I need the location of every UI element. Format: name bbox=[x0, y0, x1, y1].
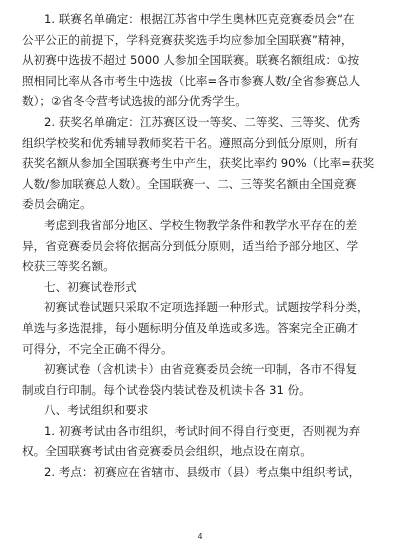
paragraph bbox=[22, 359, 382, 400]
paragraph-line: 考虑到我省部分地区、学校生物教学条件和教学水平存在的差 bbox=[44, 217, 358, 232]
paragraph bbox=[22, 462, 382, 483]
paragraph-line: 单选与多选混排，每小题标明分值及单选或多选。答案完全正确才 bbox=[22, 320, 359, 335]
paragraph-line: 制或自行印制。每个试卷袋内装试卷及机读卡各 31 份。 bbox=[22, 382, 311, 397]
paragraph-line: 人数/参加联赛总人数）。全国联赛一、二、三等奖名额由全国竞赛 bbox=[22, 176, 357, 191]
paragraph-line: 从初赛中选拔不超过 5000 人参加全国联赛。联赛名额组成：①按 bbox=[22, 53, 360, 68]
paragraph-line: 公平公正的前提下，学科竞赛获奖选手均应参加全国联赛”精神， bbox=[22, 32, 353, 47]
paragraph bbox=[22, 9, 382, 112]
section-heading: 八、考试组织和要求 bbox=[44, 403, 149, 418]
paragraph bbox=[22, 297, 382, 359]
paragraph-line: 1. 初赛考试由各市组织，考试时间不得自行变更，否则视为弃 bbox=[44, 423, 361, 438]
paragraph bbox=[22, 421, 382, 462]
paragraph-line: 2. 考点：初赛应在省辖市、县级市（县）考点集中组织考试， bbox=[44, 465, 361, 480]
paragraph-line: 1. 联赛名单确定：根据江苏省中学生奥林匹克竞赛委员会“在 bbox=[44, 12, 355, 26]
paragraph-line: 数）；②省冬令营考试选拔的部分优秀学生。 bbox=[22, 94, 247, 109]
paragraph-line: 2. 获奖名单确定：江苏赛区设一等奖、二等奖、三等奖、优秀 bbox=[44, 114, 361, 129]
paragraph-line: 异，省竞赛委员会将依据高分到低分原则，适当给予部分地区、学 bbox=[22, 238, 359, 253]
document-body bbox=[22, 9, 382, 483]
paragraph-line: 获奖名额从参加全国联赛考生中产生，获奖比率约 90%（比率=获奖 bbox=[22, 156, 375, 171]
paragraph-line: 照相同比率从各市考生中选拔（比率=各市参赛人数/全省参赛总人 bbox=[22, 73, 361, 88]
section-heading: 七、初赛试卷形式 bbox=[44, 279, 137, 294]
paragraph-line: 权。全国联赛考试由省竞赛委员会组织，地点设在南京。 bbox=[22, 444, 312, 459]
paragraph-line: 委员会确定。 bbox=[22, 197, 92, 212]
paragraph-line: 可得分，不完全正确不得分。 bbox=[22, 341, 173, 356]
paragraph-line: 初赛试卷（含机读卡）由省竞赛委员会统一印制，各市不得复 bbox=[44, 362, 358, 377]
paragraph-line: 校获三等奖名额。 bbox=[22, 259, 115, 274]
paragraph-line: 组织学校奖和优秀辅导教师奖若干名。遵照高分到低分原则，所有 bbox=[22, 135, 359, 150]
page-number: 4 bbox=[197, 532, 203, 541]
paragraph bbox=[22, 215, 382, 277]
paragraph-line: 初赛试卷试题只采取不定项选择题一种形式。试题按学科分类， bbox=[44, 300, 369, 315]
paragraph bbox=[22, 112, 382, 215]
